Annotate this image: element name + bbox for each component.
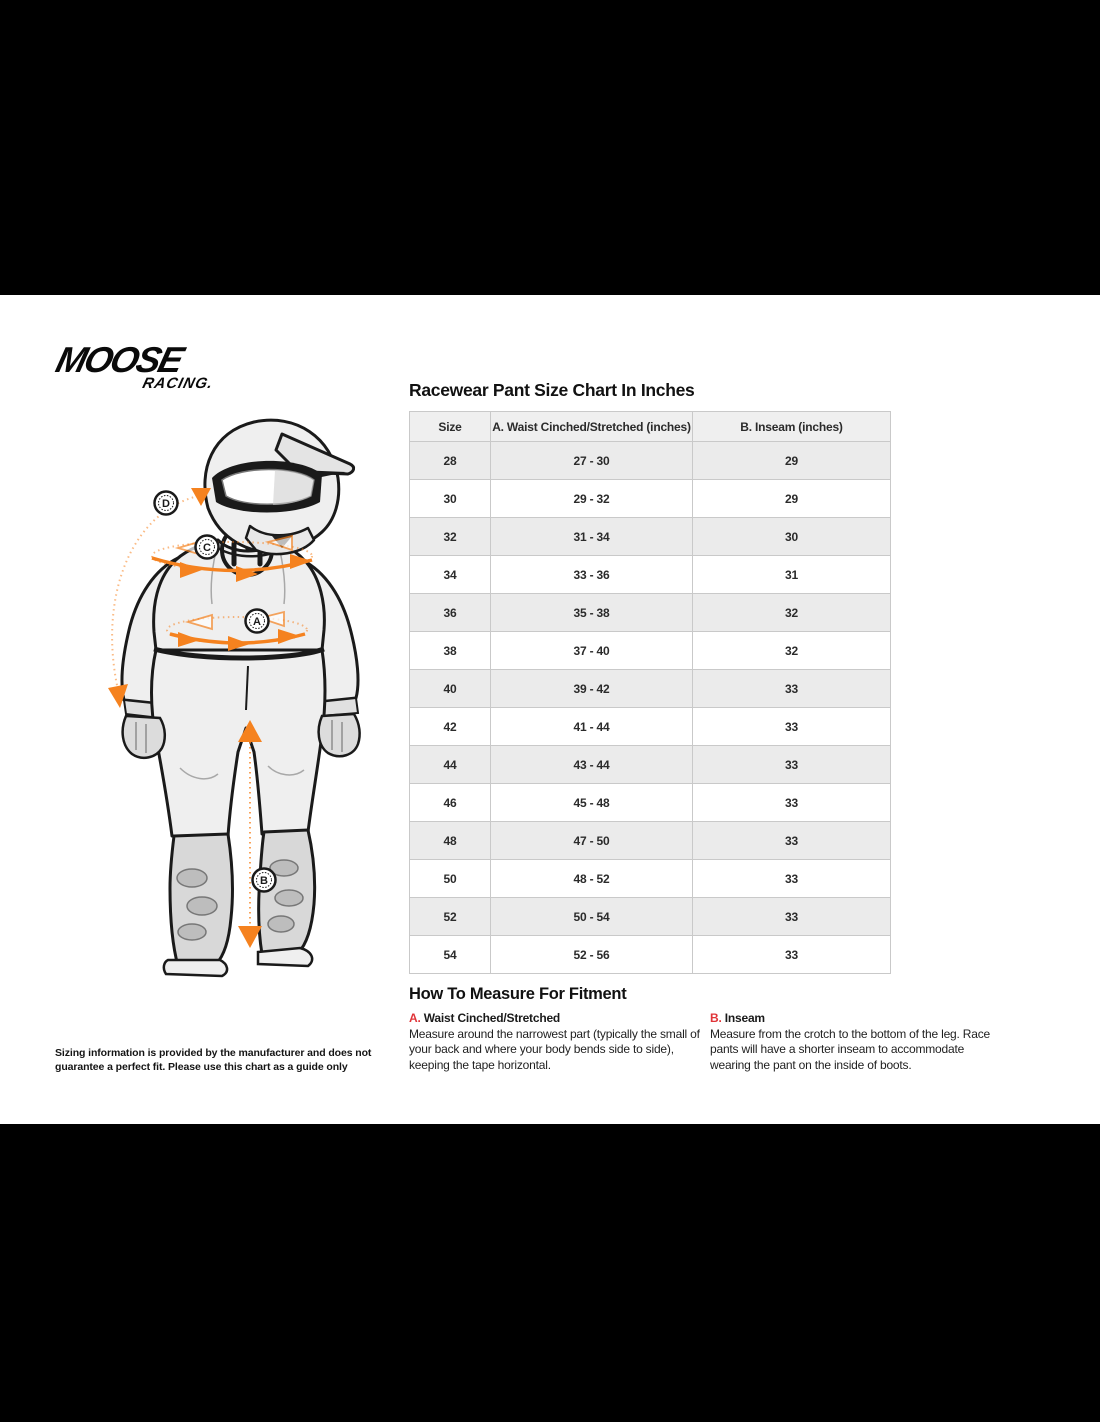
table-cell: 33	[693, 860, 891, 898]
table-row	[410, 708, 891, 746]
table-cell: 29 - 32	[491, 480, 693, 518]
table-row	[410, 594, 891, 632]
measure-title-text: Waist Cinched/Stretched	[423, 1011, 561, 1025]
table-cell: 33	[693, 898, 891, 936]
table-cell: 32	[693, 594, 891, 632]
table-cell: 44	[410, 746, 491, 784]
table-cell: 29	[693, 480, 891, 518]
logo-wordmark: MOOSE	[52, 339, 187, 380]
svg-text:A: A	[253, 616, 261, 628]
column-header: Size	[410, 412, 491, 442]
table-cell: 31 - 34	[491, 518, 693, 556]
table-cell: 31	[693, 556, 891, 594]
badge-b	[253, 869, 276, 892]
column-header: B. Inseam (inches)	[693, 412, 891, 442]
table-cell: 27 - 30	[491, 442, 693, 480]
table-title: Racewear Pant Size Chart In Inches	[409, 380, 695, 400]
table-row	[410, 670, 891, 708]
measure-item-inseam	[710, 1011, 1002, 1073]
table-row	[410, 822, 891, 860]
table-cell: 30	[410, 480, 491, 518]
table-cell: 41 - 44	[491, 708, 693, 746]
table-header-row	[410, 412, 891, 442]
top-letterbox-bar	[0, 0, 1100, 295]
disclaimer-text: Sizing information is provided by the manufacturer and does not guarantee a perfect fit. Please use this chart as a guide only	[55, 1047, 372, 1074]
table-cell: 30	[693, 518, 891, 556]
table-cell: 52	[410, 898, 491, 936]
table-cell: 45 - 48	[491, 784, 693, 822]
table-cell: 29	[693, 442, 891, 480]
badge-c	[196, 536, 219, 559]
rider-boots	[164, 830, 315, 976]
table-cell: 34	[410, 556, 491, 594]
howto-heading: How To Measure For Fitment	[409, 985, 627, 1003]
measure-letter-a: A.	[409, 1011, 421, 1025]
rider-helmet	[205, 420, 354, 554]
measure-item-waist-body: Measure around the narrowest part (typically the small of your back and where your body bends side to side), keeping the tape horizontal.	[409, 1027, 700, 1072]
measure-title-text: Inseam	[724, 1011, 765, 1025]
table-row	[410, 480, 891, 518]
table-row	[410, 442, 891, 480]
svg-text:B: B	[260, 875, 268, 887]
table-cell: 33	[693, 784, 891, 822]
table-row	[410, 936, 891, 974]
table-cell: 40	[410, 670, 491, 708]
measure-item-waist	[409, 1011, 701, 1073]
table-cell: 50	[410, 860, 491, 898]
table-cell: 39 - 42	[491, 670, 693, 708]
measure-item-waist-title	[409, 1011, 701, 1025]
table-row	[410, 898, 891, 936]
table-cell: 33	[693, 708, 891, 746]
table-cell: 43 - 44	[491, 746, 693, 784]
table-cell: 48	[410, 822, 491, 860]
column-header: A. Waist Cinched/Stretched (inches)	[491, 412, 693, 442]
table-row	[410, 746, 891, 784]
size-table	[409, 411, 891, 974]
table-cell: 52 - 56	[491, 936, 693, 974]
table-cell: 36	[410, 594, 491, 632]
svg-text:C: C	[203, 542, 211, 554]
table-cell: 38	[410, 632, 491, 670]
table-cell: 28	[410, 442, 491, 480]
table-row	[410, 784, 891, 822]
table-cell: 33	[693, 670, 891, 708]
svg-text:D: D	[162, 498, 170, 510]
table-cell: 54	[410, 936, 491, 974]
measure-item-inseam-title	[710, 1011, 1002, 1025]
rider-pants	[152, 649, 326, 836]
table-cell: 33	[693, 936, 891, 974]
table-cell: 50 - 54	[491, 898, 693, 936]
table-cell: 47 - 50	[491, 822, 693, 860]
table-row	[410, 556, 891, 594]
table-cell: 35 - 38	[491, 594, 693, 632]
table-cell: 42	[410, 708, 491, 746]
table-cell: 33	[693, 822, 891, 860]
table-cell: 32	[693, 632, 891, 670]
table-cell: 33	[693, 746, 891, 784]
table-cell: 32	[410, 518, 491, 556]
table-row	[410, 860, 891, 898]
table-cell: 33 - 36	[491, 556, 693, 594]
table-cell: 37 - 40	[491, 632, 693, 670]
measure-item-inseam-body: Measure from the crotch to the bottom of the leg. Race pants will have a shorter inseam to accommodate wearing the pant on the inside of boots.	[710, 1027, 991, 1072]
rider-measurement-diagram	[50, 408, 420, 988]
measure-letter-b: B.	[710, 1011, 722, 1025]
logo-subword: RACING.	[140, 375, 216, 393]
moose-racing-logo	[49, 339, 231, 393]
table-row	[410, 518, 891, 556]
table-row	[410, 632, 891, 670]
bottom-letterbox-bar	[0, 1124, 1100, 1422]
table-cell: 48 - 52	[491, 860, 693, 898]
badge-a	[246, 610, 269, 633]
table-cell: 46	[410, 784, 491, 822]
badge-d	[155, 492, 178, 515]
